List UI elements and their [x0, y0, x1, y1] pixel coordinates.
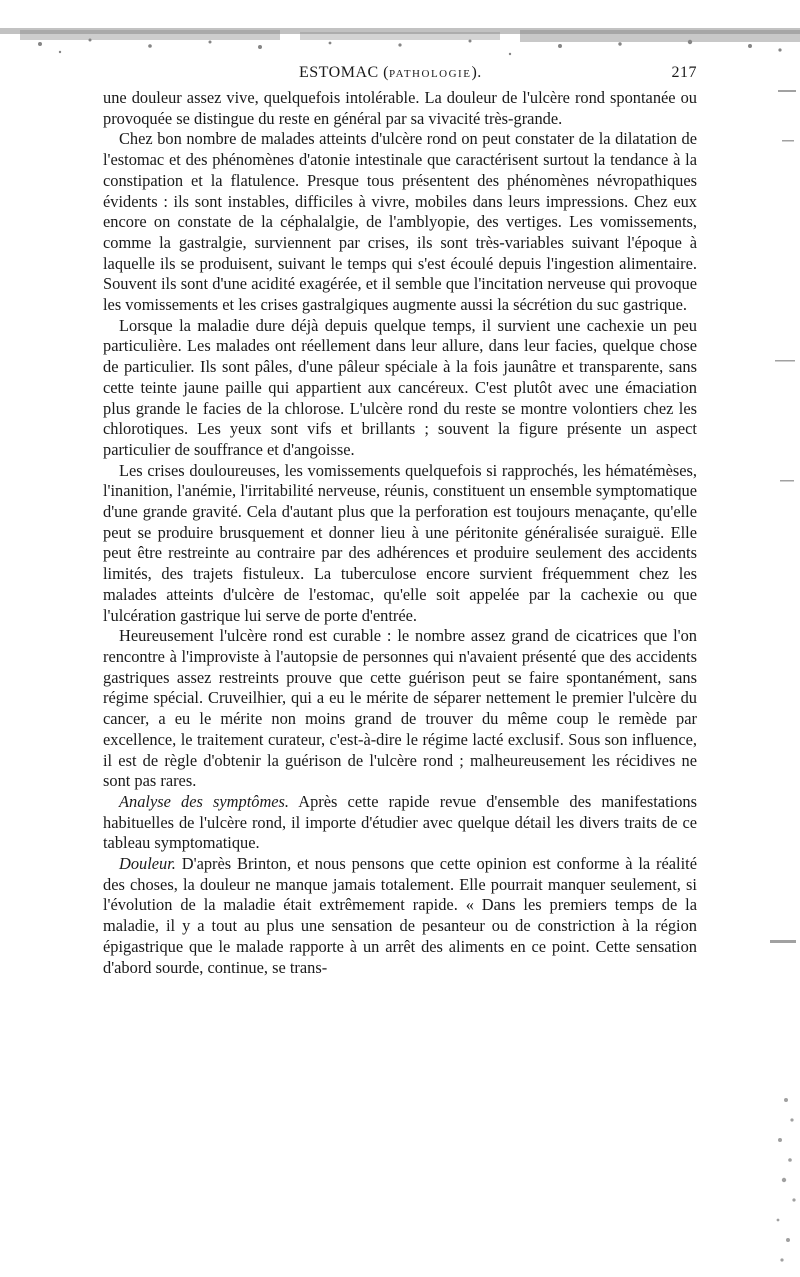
scan-noise-top — [0, 0, 800, 62]
running-title-main: ESTOMAC ( — [299, 64, 389, 81]
page-number: 217 — [671, 64, 697, 81]
paragraph-1: une douleur assez vive, quelquefois intolérable. La douleur de l'ulcère rond spontanée ou provoquée se distingue du reste en général par sa vivacité très-grande. — [103, 88, 697, 128]
page-body — [103, 88, 697, 978]
running-title-section: PATHOLOGIE — [389, 68, 472, 80]
running-title — [299, 64, 482, 82]
paragraph-3: Lorsque la maladie dure déjà depuis quelque temps, il survient une cachexie un peu particulière. Les malades ont réellement dans leur allure, dans leur facies, quelque chose de particulier. Ils sont pâles, d'une pâleur spéciale à la fois jaunâtre et transparente, sans cette teinte jaune paille qui appartient aux cancéreux. C'est plutôt avec une émaciation plus grande le facies de la chlorose. L'ulcère rond du reste se montre volontiers chez les chlorotiques. Les yeux sont vifs et brillants ; souvent la figure présente un aspect particulier de souffrance et d'angoisse. — [103, 315, 697, 459]
paragraph-2: Chez bon nombre de malades atteints d'ulcère rond on peut constater de la dilatation de l'estomac et des phénomènes d'atonie intestinale que caractérisent surtout la tendance à la constipation et la flatulence. Presque tous présentent des phénomènes névropathiques évidents : ils sont instables, difficiles à vivre, mobiles dans leurs impressions. Chez eux encore on constate de la céphalalgie, de l'amblyopie, des vertiges. Les vomissements, comme la gastralgie, surviennent par crises, ils sont très-variables suivant l'époque à laquelle ils se produisent, suivant le temps qui s'est écoulé depuis l'ingestion alimentaire. Souvent ils sont d'une acidité exagérée, et il semble que l'incitation nerveuse qui provoque les vomissements et les crises gastralgiques augmente aussi la sécrétion du suc gastrique. — [103, 129, 697, 315]
paragraph-4: Les crises douloureuses, les vomissements quelquefois si rapprochés, les hématémèses, l'inanition, l'anémie, l'irritabilité nerveuse, réunis, constituent un ensemble symptomatique d'une grande gravité. Cela d'autant plus que la perforation est toujours menaçante, qu'elle peut se produire brusquement et donner lieu à une péritonite généralisée suraiguë. Elle peut être restreinte au contraire par des adhérences et produire seulement des accidents limités, des trajets fistuleux. La tuberculose encore survient fréquemment chez les malades atteints d'ulcère de l'estomac, qu'elle soit appelée par la cachexie ou que l'ulcération gastrique lui serve de porte d'entrée. — [103, 460, 697, 625]
paragraph-6-text: Après cette rapide revue d'ensemble des manifestations habituelles de l'ulcère rond, il importe d'étudier avec quelque détail les divers traits de ce tableau symptomatique. — [103, 791, 697, 853]
paragraph-6 — [103, 792, 697, 854]
paragraph-5: Heureusement l'ulcère rond est curable : le nombre assez grand de cicatrices que l'on rencontre à l'improviste à l'autopsie de personnes qui n'avaient présenté que des accidents gastriques assez restreints prouve que cette guérison peut se faire spontanément, sans régime spécial. Cruveilhier, qui a eu le mérite de séparer nettement le premier l'ulcère du cancer, a eu le mérite non moins grand de trouver du même coup le remède par excellence, le traitement curateur, c'est-à-dire le régime lacté exclusif. Sous son influence, il est de règle d'obtenir la guérison de l'ulcère rond ; malheureusement les récidives ne sont pas rares. — [103, 626, 697, 791]
running-header — [103, 64, 697, 88]
paragraph-7 — [103, 854, 697, 978]
scan-noise-margin — [720, 60, 800, 1277]
section-heading-symptoms: Analyse des symptômes. — [119, 791, 290, 811]
section-heading-pain: Douleur. — [119, 854, 176, 874]
book-page — [103, 64, 697, 978]
paragraph-7-text: D'après Brinton, et nous pensons que cette opinion est conforme à la réalité des choses, la douleur ne manque jamais totalement. Elle pourrait manquer seulement, si l'évolution de la maladie était extrêmement rapide. « Dans les premiers temps de la maladie, il y a tout au plus une sensation de pesanteur ou de constriction à la région épigastrique que le malade rapporte à un arrêt des aliments en ce point. Cette sensation d'abord sourde, continue, se trans- — [103, 854, 697, 977]
running-title-end: ). — [471, 64, 482, 81]
